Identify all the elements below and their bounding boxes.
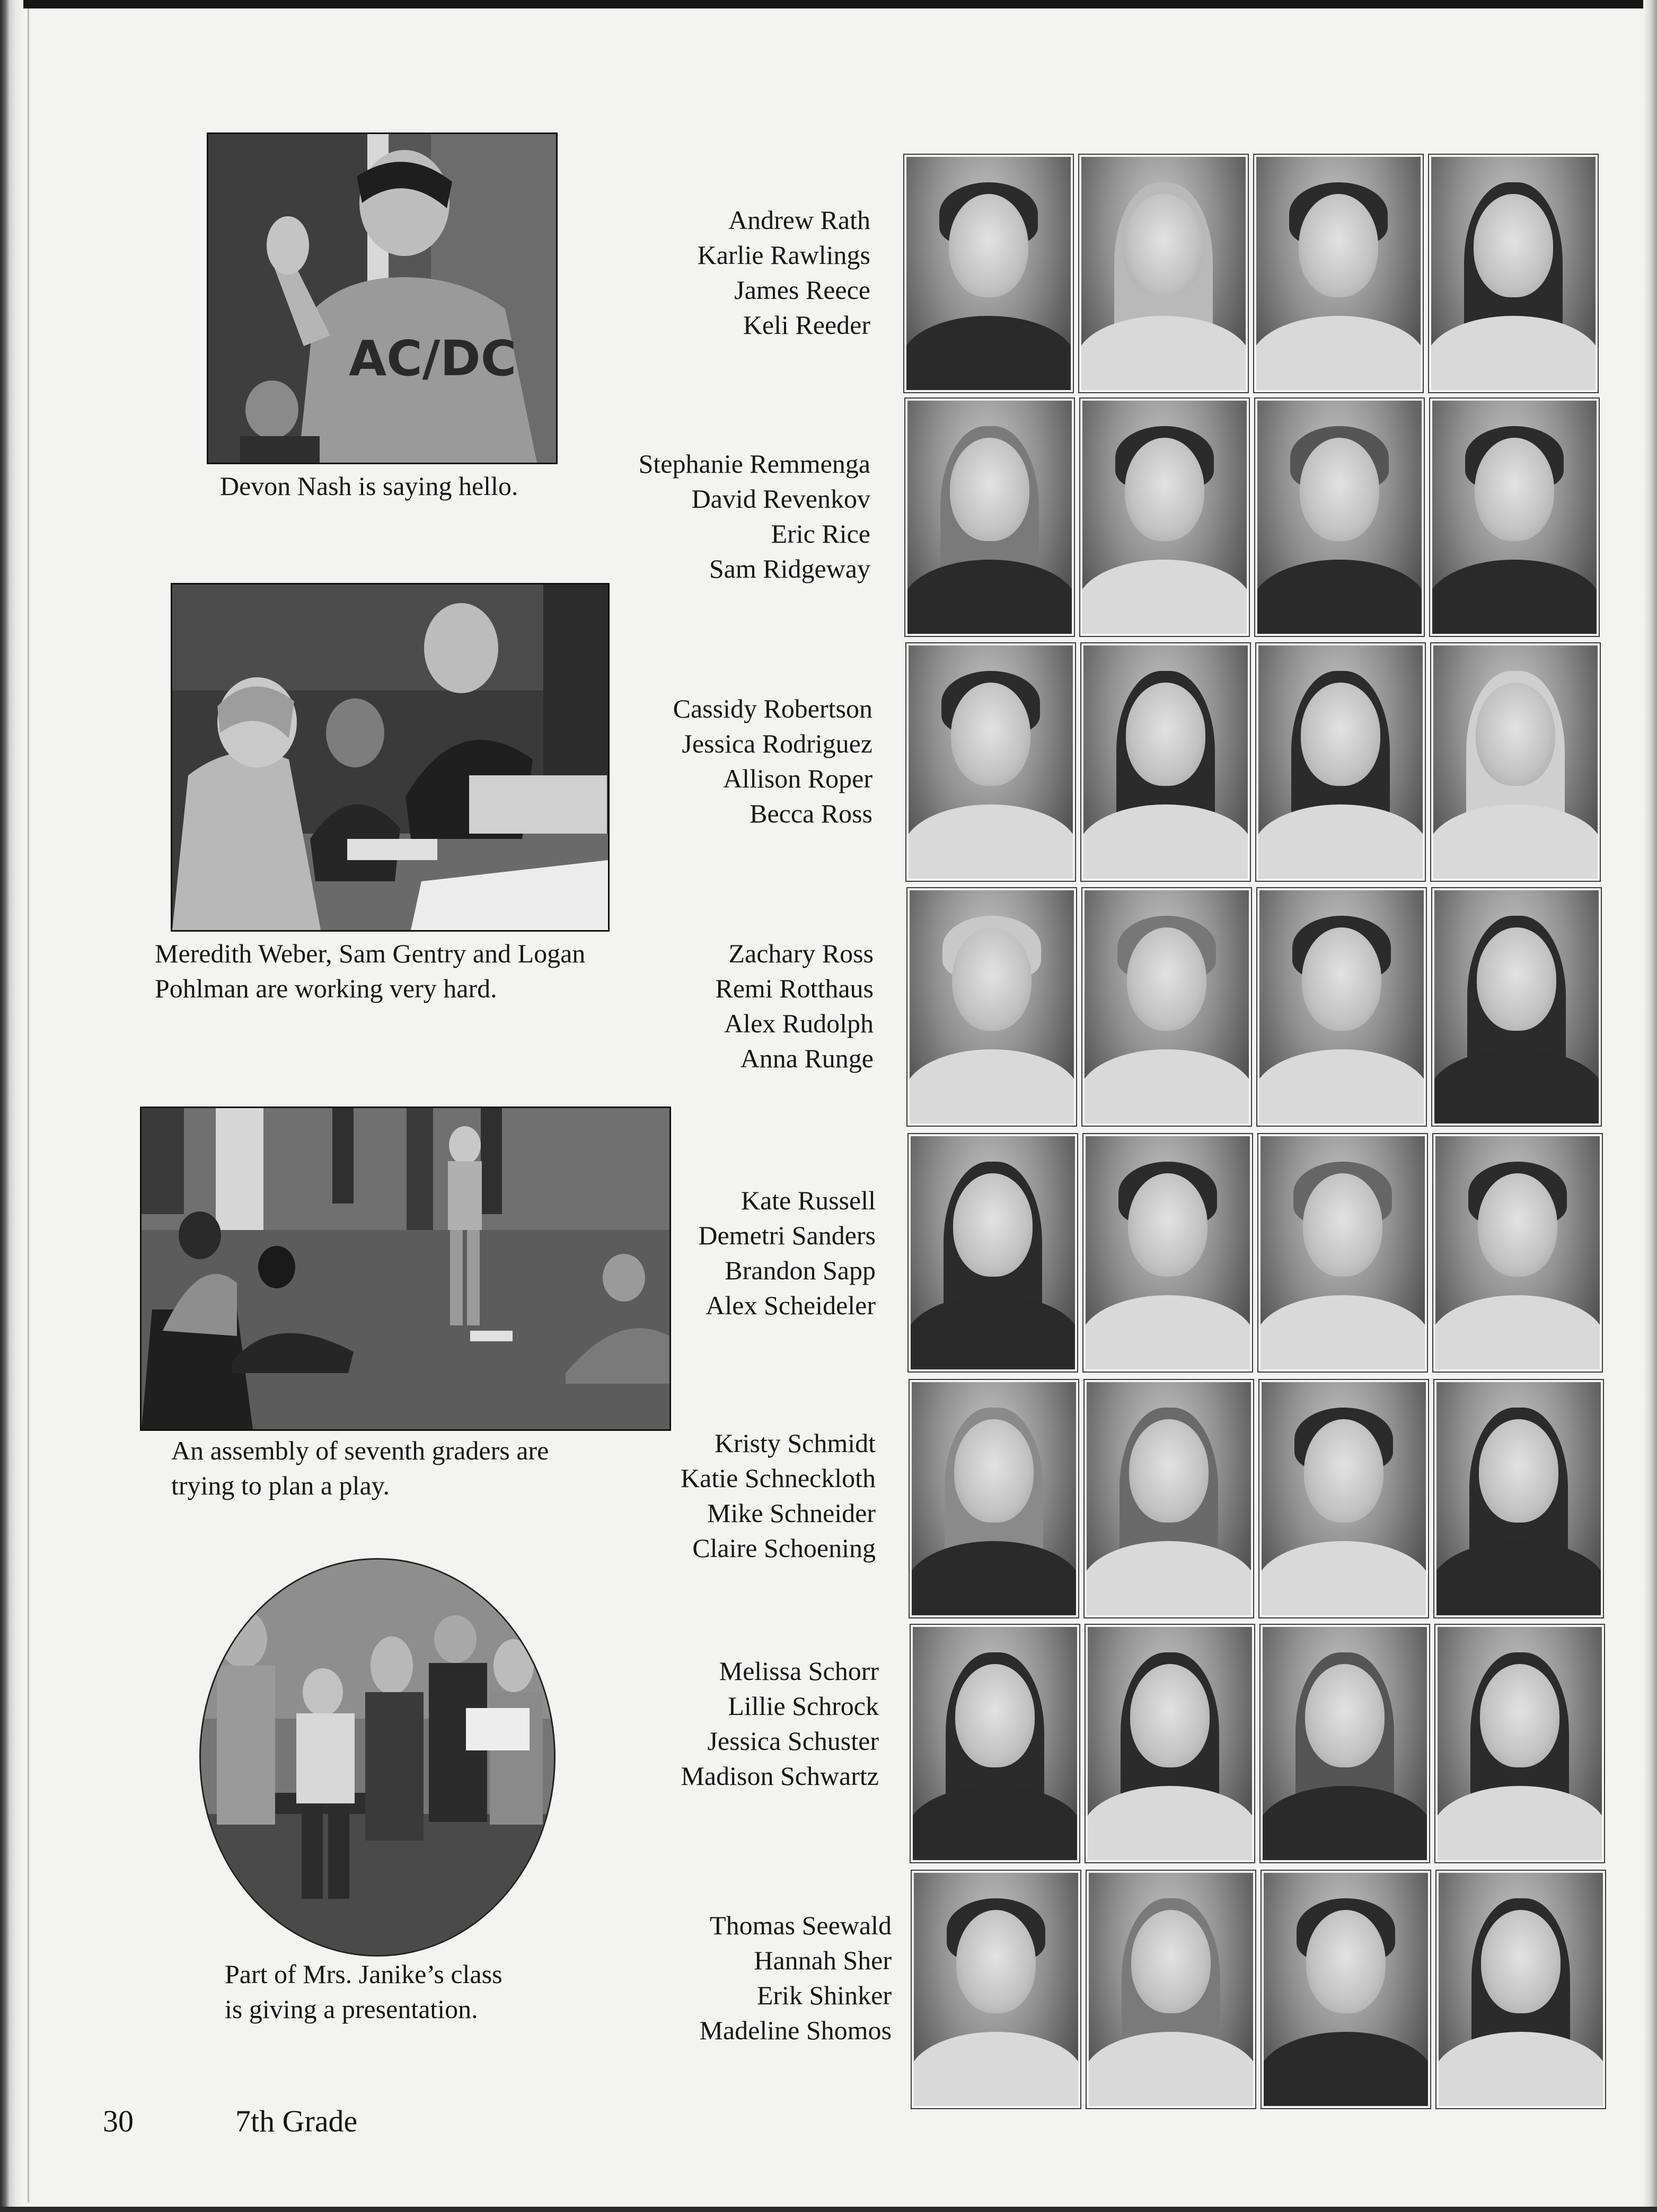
student-portrait <box>1261 1625 1429 1862</box>
student-name: Andrew Rath <box>728 205 870 235</box>
caption-line: An assembly of seventh graders are <box>171 1436 549 1465</box>
student-name: Melissa Schorr <box>719 1656 879 1686</box>
student-name: Mike Schneider <box>707 1498 876 1528</box>
student-portrait <box>1257 888 1426 1126</box>
names-row-8 <box>700 1908 892 2048</box>
caption-line: Pohlman are working very hard. <box>155 974 497 1003</box>
page-right-edge <box>1643 0 1657 2212</box>
student-portrait <box>907 888 1076 1126</box>
section-title: 7th Grade <box>235 2104 358 2138</box>
student-name: Madison Schwartz <box>681 1761 879 1791</box>
page-bottom-edge <box>0 2207 1657 2212</box>
caption-line: Meredith Weber, Sam Gentry and Logan <box>155 939 586 968</box>
student-portrait <box>1256 643 1425 881</box>
page-number: 30 <box>103 2104 134 2138</box>
student-portrait <box>1087 1871 1255 2108</box>
student-name: Alex Rudolph <box>724 1008 874 1038</box>
photo-janike-class <box>199 1558 556 1957</box>
student-name: Remi Rotthaus <box>715 974 874 1003</box>
student-portrait <box>1085 1380 1253 1617</box>
student-name: Sam Ridgeway <box>709 554 870 583</box>
student-portrait <box>1435 1625 1604 1862</box>
student-portrait <box>1433 1134 1602 1372</box>
student-name: Demetri Sanders <box>698 1220 876 1250</box>
student-portrait <box>1254 155 1423 392</box>
student-name: David Revenkov <box>691 484 870 514</box>
student-name: Stephanie Remmenga <box>638 449 870 479</box>
names-row-7 <box>681 1653 879 1793</box>
caption-janike-class <box>225 1957 503 2027</box>
student-portrait <box>1430 399 1599 636</box>
student-portrait <box>910 1380 1078 1617</box>
student-portrait <box>1436 1871 1605 2108</box>
photo-assembly <box>140 1107 671 1431</box>
names-row-5 <box>698 1183 876 1323</box>
student-name: Allison Roper <box>723 764 872 793</box>
student-name: Eric Rice <box>771 519 870 548</box>
student-portrait <box>1081 643 1250 881</box>
student-portrait <box>1080 399 1249 636</box>
student-portrait <box>1429 155 1598 392</box>
student-name: Jessica Schuster <box>707 1726 879 1756</box>
caption-line: Devon Nash is saying hello. <box>220 471 518 501</box>
student-name: Cassidy Robertson <box>673 694 872 723</box>
student-portrait <box>904 155 1073 392</box>
student-name: Kristy Schmidt <box>714 1428 876 1458</box>
student-name: Karlie Rawlings <box>697 240 870 270</box>
student-name: Thomas Seewald <box>710 1910 892 1940</box>
student-name: Jessica Rodriguez <box>682 729 872 758</box>
svg-text:AC/DC: AC/DC <box>349 330 517 387</box>
caption-line: Part of Mrs. Janike’s class <box>225 1959 503 1989</box>
names-row-6 <box>681 1426 876 1565</box>
names-row-1 <box>698 202 870 342</box>
student-portrait <box>906 643 1075 881</box>
student-name: Alex Scheideler <box>706 1290 876 1320</box>
student-name: Zachary Ross <box>728 939 874 968</box>
student-name: Claire Schoening <box>692 1533 876 1563</box>
student-name: Madeline Shomos <box>699 2015 892 2045</box>
student-portrait <box>909 1134 1077 1372</box>
student-name: Katie Schneckloth <box>681 1463 876 1493</box>
page-top-edge <box>0 0 1657 8</box>
caption-line: trying to plan a play. <box>171 1471 390 1500</box>
student-portrait <box>1079 155 1248 392</box>
student-portrait <box>1258 1134 1427 1372</box>
names-row-3 <box>673 691 872 831</box>
names-row-2 <box>639 446 870 586</box>
student-name: Keli Reeder <box>743 310 870 340</box>
photo-working-hard <box>171 583 610 932</box>
binding-shadow <box>0 0 23 2212</box>
student-portrait <box>1262 1871 1430 2108</box>
caption-devon-nash <box>220 468 518 503</box>
student-portrait <box>911 1625 1079 1862</box>
student-portrait <box>1255 399 1424 636</box>
student-name: Erik Shinker <box>756 1980 892 2010</box>
caption-working-hard <box>155 936 585 1006</box>
student-name: Hannah Sher <box>754 1945 892 1975</box>
names-row-4 <box>715 936 874 1076</box>
student-portrait <box>1082 888 1251 1126</box>
student-portrait <box>1431 643 1600 881</box>
student-name: James Reece <box>734 275 870 305</box>
student-name: Brandon Sapp <box>725 1255 876 1285</box>
student-name: Becca Ross <box>750 799 872 828</box>
student-portrait <box>1083 1134 1252 1372</box>
student-name: Lillie Schrock <box>728 1691 879 1721</box>
student-name: Anna Runge <box>740 1043 874 1073</box>
student-portrait <box>1259 1380 1428 1617</box>
student-portrait <box>1434 1380 1603 1617</box>
student-portrait <box>1086 1625 1254 1862</box>
student-portrait <box>905 399 1074 636</box>
student-name: Kate Russell <box>741 1185 876 1215</box>
binding-line <box>28 8 29 2202</box>
student-portrait <box>912 1871 1080 2108</box>
photo-devon-nash <box>207 132 558 464</box>
caption-assembly <box>171 1433 549 1503</box>
caption-line: is giving a presentation. <box>225 1994 478 2024</box>
student-portrait <box>1432 888 1601 1126</box>
